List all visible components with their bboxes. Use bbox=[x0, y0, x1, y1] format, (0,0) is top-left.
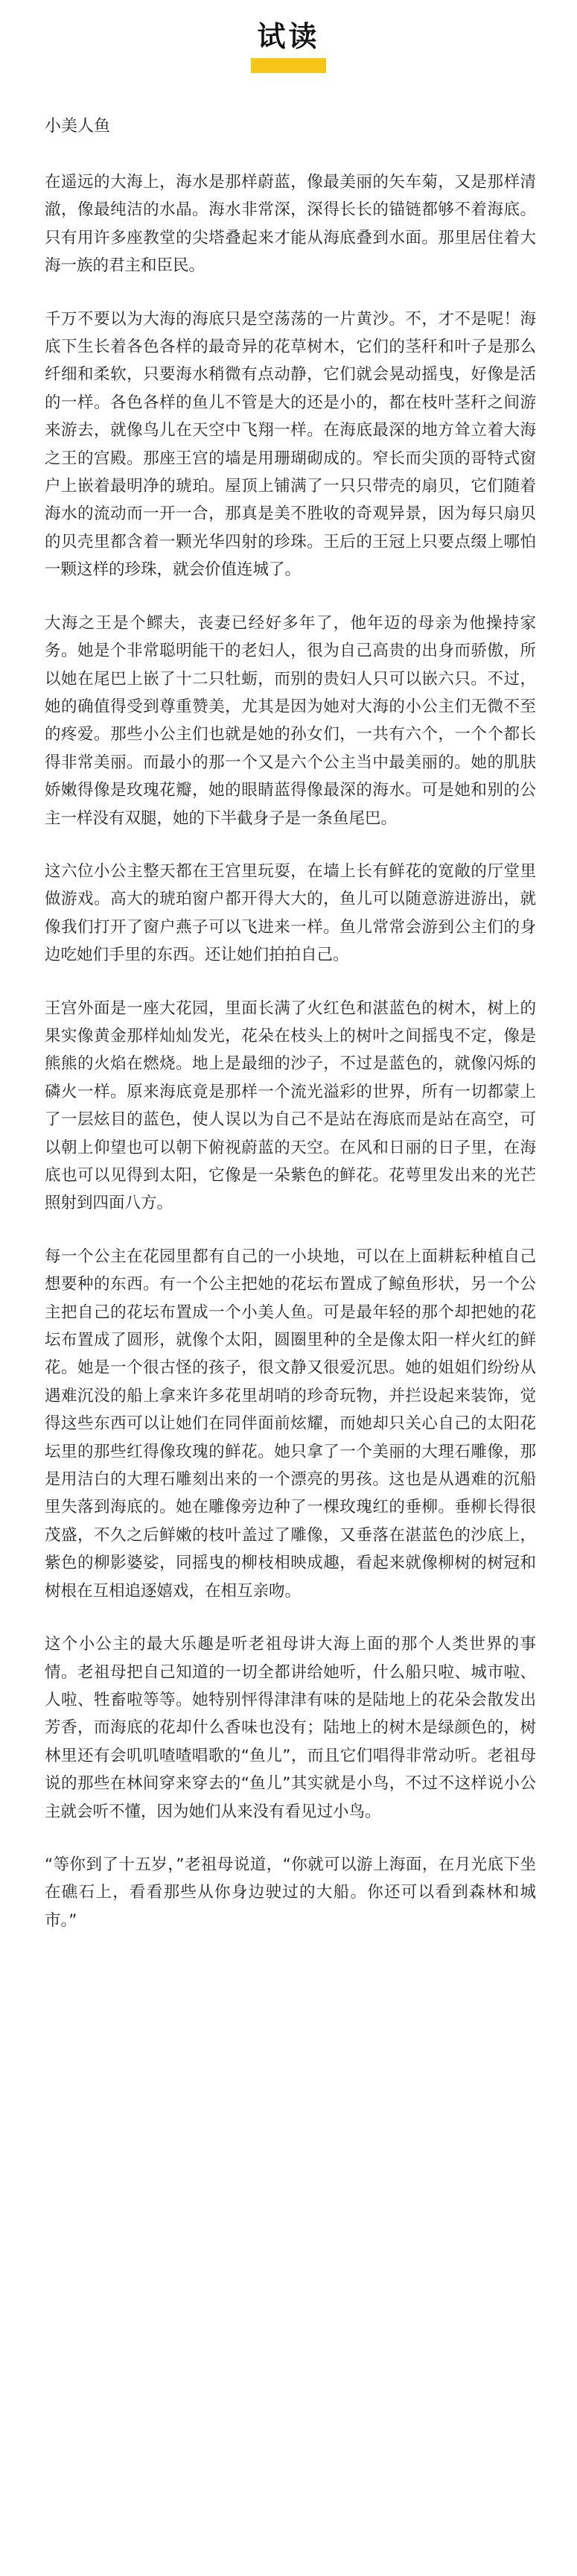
story-title: 小美人鱼 bbox=[45, 117, 111, 136]
paragraph-5: 王宫外面是一座大花园，里面长满了火红色和湛蓝色的树木，树上的果实像黄金那样灿灿发光，花朵在枝头上的树叶之间摇曳不定，像是熊熊的火焰在燃烧。地上是最细的沙子，不过是蓝色的，就像闪烁的磷火一样。原来海底竟是那样一个流光溢彩的世界，所有一切都蒙上了一层炫目的蓝色，使人误以为自己不是站在海底而是站在高空，可以朝上仰望也可以朝下俯视蔚蓝的天空。在风和日丽的日子里，在海底也可以见得到太阳，它像是一朵紫色的鲜花。花萼里发出来的光芒照射到四面八方。 bbox=[45, 999, 536, 1213]
paragraph-3: 大海之王是个鳏夫，丧妻已经好多年了，他年迈的母亲为他操持家务。她是个非常聪明能干的老妇人，很为自己高贵的出身而骄傲，所以她在尾巴上嵌了十二只牡蛎，而别的贵妇人只可以嵌六只。不过，她的确值得受到尊重赞美，尤其是因为她对大海的小公主们无微不至的疼爱。那些小公主们也就是她的孙女们，一共有六个，一个个都长得非常美丽。而最小的那一个又是六个公主当中最美丽的。她的肌肤娇嫩得像是玫瑰花瓣，她的眼睛蓝得像最深的海水。可是她和别的公主一样没有双腿，她的下半截身子是一条鱼尾巴。 bbox=[45, 613, 536, 828]
paragraph-1: 在遥远的大海上，海水是那样蔚蓝，像最美丽的矢车菊，又是那样清澈，像最纯洁的水晶。海水非常深，深得长长的锚链都够不着海底。只有用许多座教堂的尖塔叠起来才能从海底叠到水面。那里居住着大海一族的君主和臣民。 bbox=[45, 173, 536, 276]
header bbox=[0, 0, 577, 82]
page-title: 试读 bbox=[257, 20, 320, 53]
paragraph-8: “等你到了十五岁，”老祖母说道，“你就可以游上海面，在月光底下坐在礁石上，看看那些从你身边驶过的大船。你还可以看到森林和城市。” bbox=[45, 1855, 536, 1930]
paragraph-7: 这个小公主的最大乐趣是听老祖母讲大海上面的那个人类世界的事情。老祖母把自己知道的一切全都讲给她听，什么船只啦、城市啦、人啦、牲畜啦等等。她特别怦得津津有味的是陆地上的花朵会散发出芳香，而海底的花却什么香味也没有；陆地上的树木是绿颜色的，树林里还有会叽叽喳喳唱歌的“鱼儿”，而且它们唱得非常动听。老祖母说的那些在林间穿来穿去的“鱼儿”其实就是小鸟，不过不这样说小公主就会听不懂，因为她们从来没有看见过小鸟。 bbox=[45, 1635, 536, 1821]
paragraph-2: 千万不要以为大海的海底只是空荡荡的一片黄沙。不，才不是呢！海底下生长着各色各样的最奇异的花草树木，它们的茎秆和叶子是那么纤细和柔软，只要海水稍微有点动静，它们就会晃动摇曳，好像是活的一样。各色各样的鱼儿不管是大的还是小的，都在枝叶茎秆之间游来游去，就像鸟儿在天空中飞翔一样。在海底最深的地方耸立着大海之王的宫殿。那座王宫的墙是用珊瑚砌成的。窄长而尖顶的哥特式窗户上嵌着最明净的琥珀。屋顶上铺满了一只只带壳的扇贝，它们随着海水的流动而一开一合，那真是美不胜收的奇观异景，因为每只扇贝的贝壳里都含着一颗光华四射的珍珠。王后的王冠上只要点缀上哪怕一颗这样的珍珠，就会价值连城了。 bbox=[45, 309, 536, 580]
story-content bbox=[45, 112, 536, 1960]
paragraph-6: 每一个公主在花园里都有自己的一小块地，可以在上面耕耘种植自己想要种的东西。有一个公主把她的花坛布置成了鲸鱼形状，另一个公主把自己的花坛布置成一个小美人鱼。可是最年轻的那个却把她的花坛布置成了圆形，就像个太阳，圆圈里种的全是像太阳一样火红的鲜花。她是一个很古怪的孩子，很文静又很爱沉思。她的姐姐们纷纷从遇难沉没的船上拿来许多花里胡哨的珍奇玩物，并拦设起来装饰，觉得这些东西可以让她们在同伴面前炫耀，而她却只关心自己的太阳花坛里的那些红得像玫瑰的鲜花。她只拿了一个美丽的大理石雕像，那是用洁白的大理石雕刻出来的一个漂亮的男孩。这也是从遇难的沉船里失落到海底的。她在雕像旁边种了一棵玫瑰红的垂柳。垂柳长得很茂盛，不久之后鲜嫩的枝叶盖过了雕像，又垂落在湛蓝色的沙底上，紫色的柳影婆娑，同摇曳的柳枝相映成趣，看起来就像柳树的树冠和树根在互相追逐嬉戏，在相互亲吻。 bbox=[45, 1247, 536, 1601]
paragraph-4: 这六位小公主整天都在王宫里玩耍，在墙上长有鲜花的宽敞的厅堂里做游戏。高大的琥珀窗户都开得大大的，鱼儿可以随意游进游出，就像我们打开了窗户燕子可以飞进来一样。鱼儿常常会游到公主们的身边吃她们手里的东西。还让她们拍拍自己。 bbox=[45, 861, 536, 965]
title-highlight bbox=[251, 58, 326, 73]
